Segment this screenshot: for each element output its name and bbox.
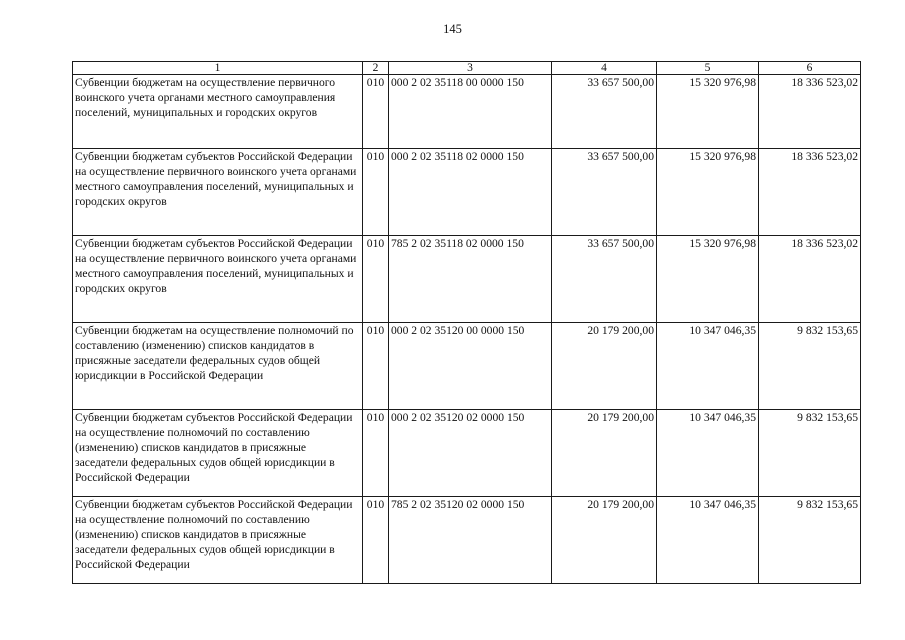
row-kbk: 785 2 02 35118 02 0000 150 <box>389 236 552 323</box>
row-col6: 18 336 523,02 <box>759 236 861 323</box>
row-col4: 33 657 500,00 <box>552 75 657 149</box>
row-col4: 20 179 200,00 <box>552 410 657 497</box>
row-col6: 9 832 153,65 <box>759 497 861 584</box>
budget-table <box>72 61 861 584</box>
row-col5: 10 347 046,35 <box>657 410 759 497</box>
header-col-1: 1 <box>73 62 363 75</box>
row-col6: 9 832 153,65 <box>759 410 861 497</box>
row-col5: 10 347 046,35 <box>657 497 759 584</box>
row-col4: 33 657 500,00 <box>552 149 657 236</box>
row-col5: 15 320 976,98 <box>657 75 759 149</box>
row-col6: 18 336 523,02 <box>759 149 861 236</box>
row-kbk: 000 2 02 35118 00 0000 150 <box>389 75 552 149</box>
row-col4: 20 179 200,00 <box>552 497 657 584</box>
row-col4: 20 179 200,00 <box>552 323 657 410</box>
row-col5: 15 320 976,98 <box>657 236 759 323</box>
row-name: Субвенции бюджетам субъектов Российской Федерации на осуществление полномочий по составлению (изменению) списков кандидатов в присяжные заседатели федеральных судов общей юрисдикции в Российской Федерации <box>73 410 363 497</box>
row-kbk: 000 2 02 35118 02 0000 150 <box>389 149 552 236</box>
table-row <box>73 410 861 497</box>
row-col5: 15 320 976,98 <box>657 149 759 236</box>
row-code: 010 <box>363 75 389 149</box>
row-kbk: 000 2 02 35120 00 0000 150 <box>389 323 552 410</box>
header-col-6: 6 <box>759 62 861 75</box>
row-code: 010 <box>363 410 389 497</box>
row-code: 010 <box>363 323 389 410</box>
header-col-2: 2 <box>363 62 389 75</box>
row-code: 010 <box>363 497 389 584</box>
row-name: Субвенции бюджетам на осуществление первичного воинского учета органами местного самоуправления поселений, муниципальных и городских округов <box>73 75 363 149</box>
table-row <box>73 149 861 236</box>
header-col-5: 5 <box>657 62 759 75</box>
row-name: Субвенции бюджетам субъектов Российской Федерации на осуществление полномочий по составлению (изменению) списков кандидатов в присяжные заседатели федеральных судов общей юрисдикции в Российской Федерации <box>73 497 363 584</box>
table-row <box>73 323 861 410</box>
row-name: Субвенции бюджетам субъектов Российской Федерации на осуществление первичного воинского учета органами местного самоуправления поселений, муниципальных и городских округов <box>73 236 363 323</box>
page-number: 145 <box>443 22 462 36</box>
table-row <box>73 236 861 323</box>
row-col6: 18 336 523,02 <box>759 75 861 149</box>
row-col4: 33 657 500,00 <box>552 236 657 323</box>
row-kbk: 000 2 02 35120 02 0000 150 <box>389 410 552 497</box>
table-row <box>73 497 861 584</box>
table-row <box>73 75 861 149</box>
row-col5: 10 347 046,35 <box>657 323 759 410</box>
row-col6: 9 832 153,65 <box>759 323 861 410</box>
row-name: Субвенции бюджетам субъектов Российской Федерации на осуществление первичного воинского учета органами местного самоуправления поселений, муниципальных и городских округов <box>73 149 363 236</box>
row-code: 010 <box>363 236 389 323</box>
row-name: Субвенции бюджетам на осуществление полномочий по составлению (изменению) списков кандидатов в присяжные заседатели федеральных судов общей юрисдикции в Российской Федерации <box>73 323 363 410</box>
row-code: 010 <box>363 149 389 236</box>
header-col-3: 3 <box>389 62 552 75</box>
header-col-4: 4 <box>552 62 657 75</box>
row-kbk: 785 2 02 35120 02 0000 150 <box>389 497 552 584</box>
header-row <box>73 62 861 75</box>
